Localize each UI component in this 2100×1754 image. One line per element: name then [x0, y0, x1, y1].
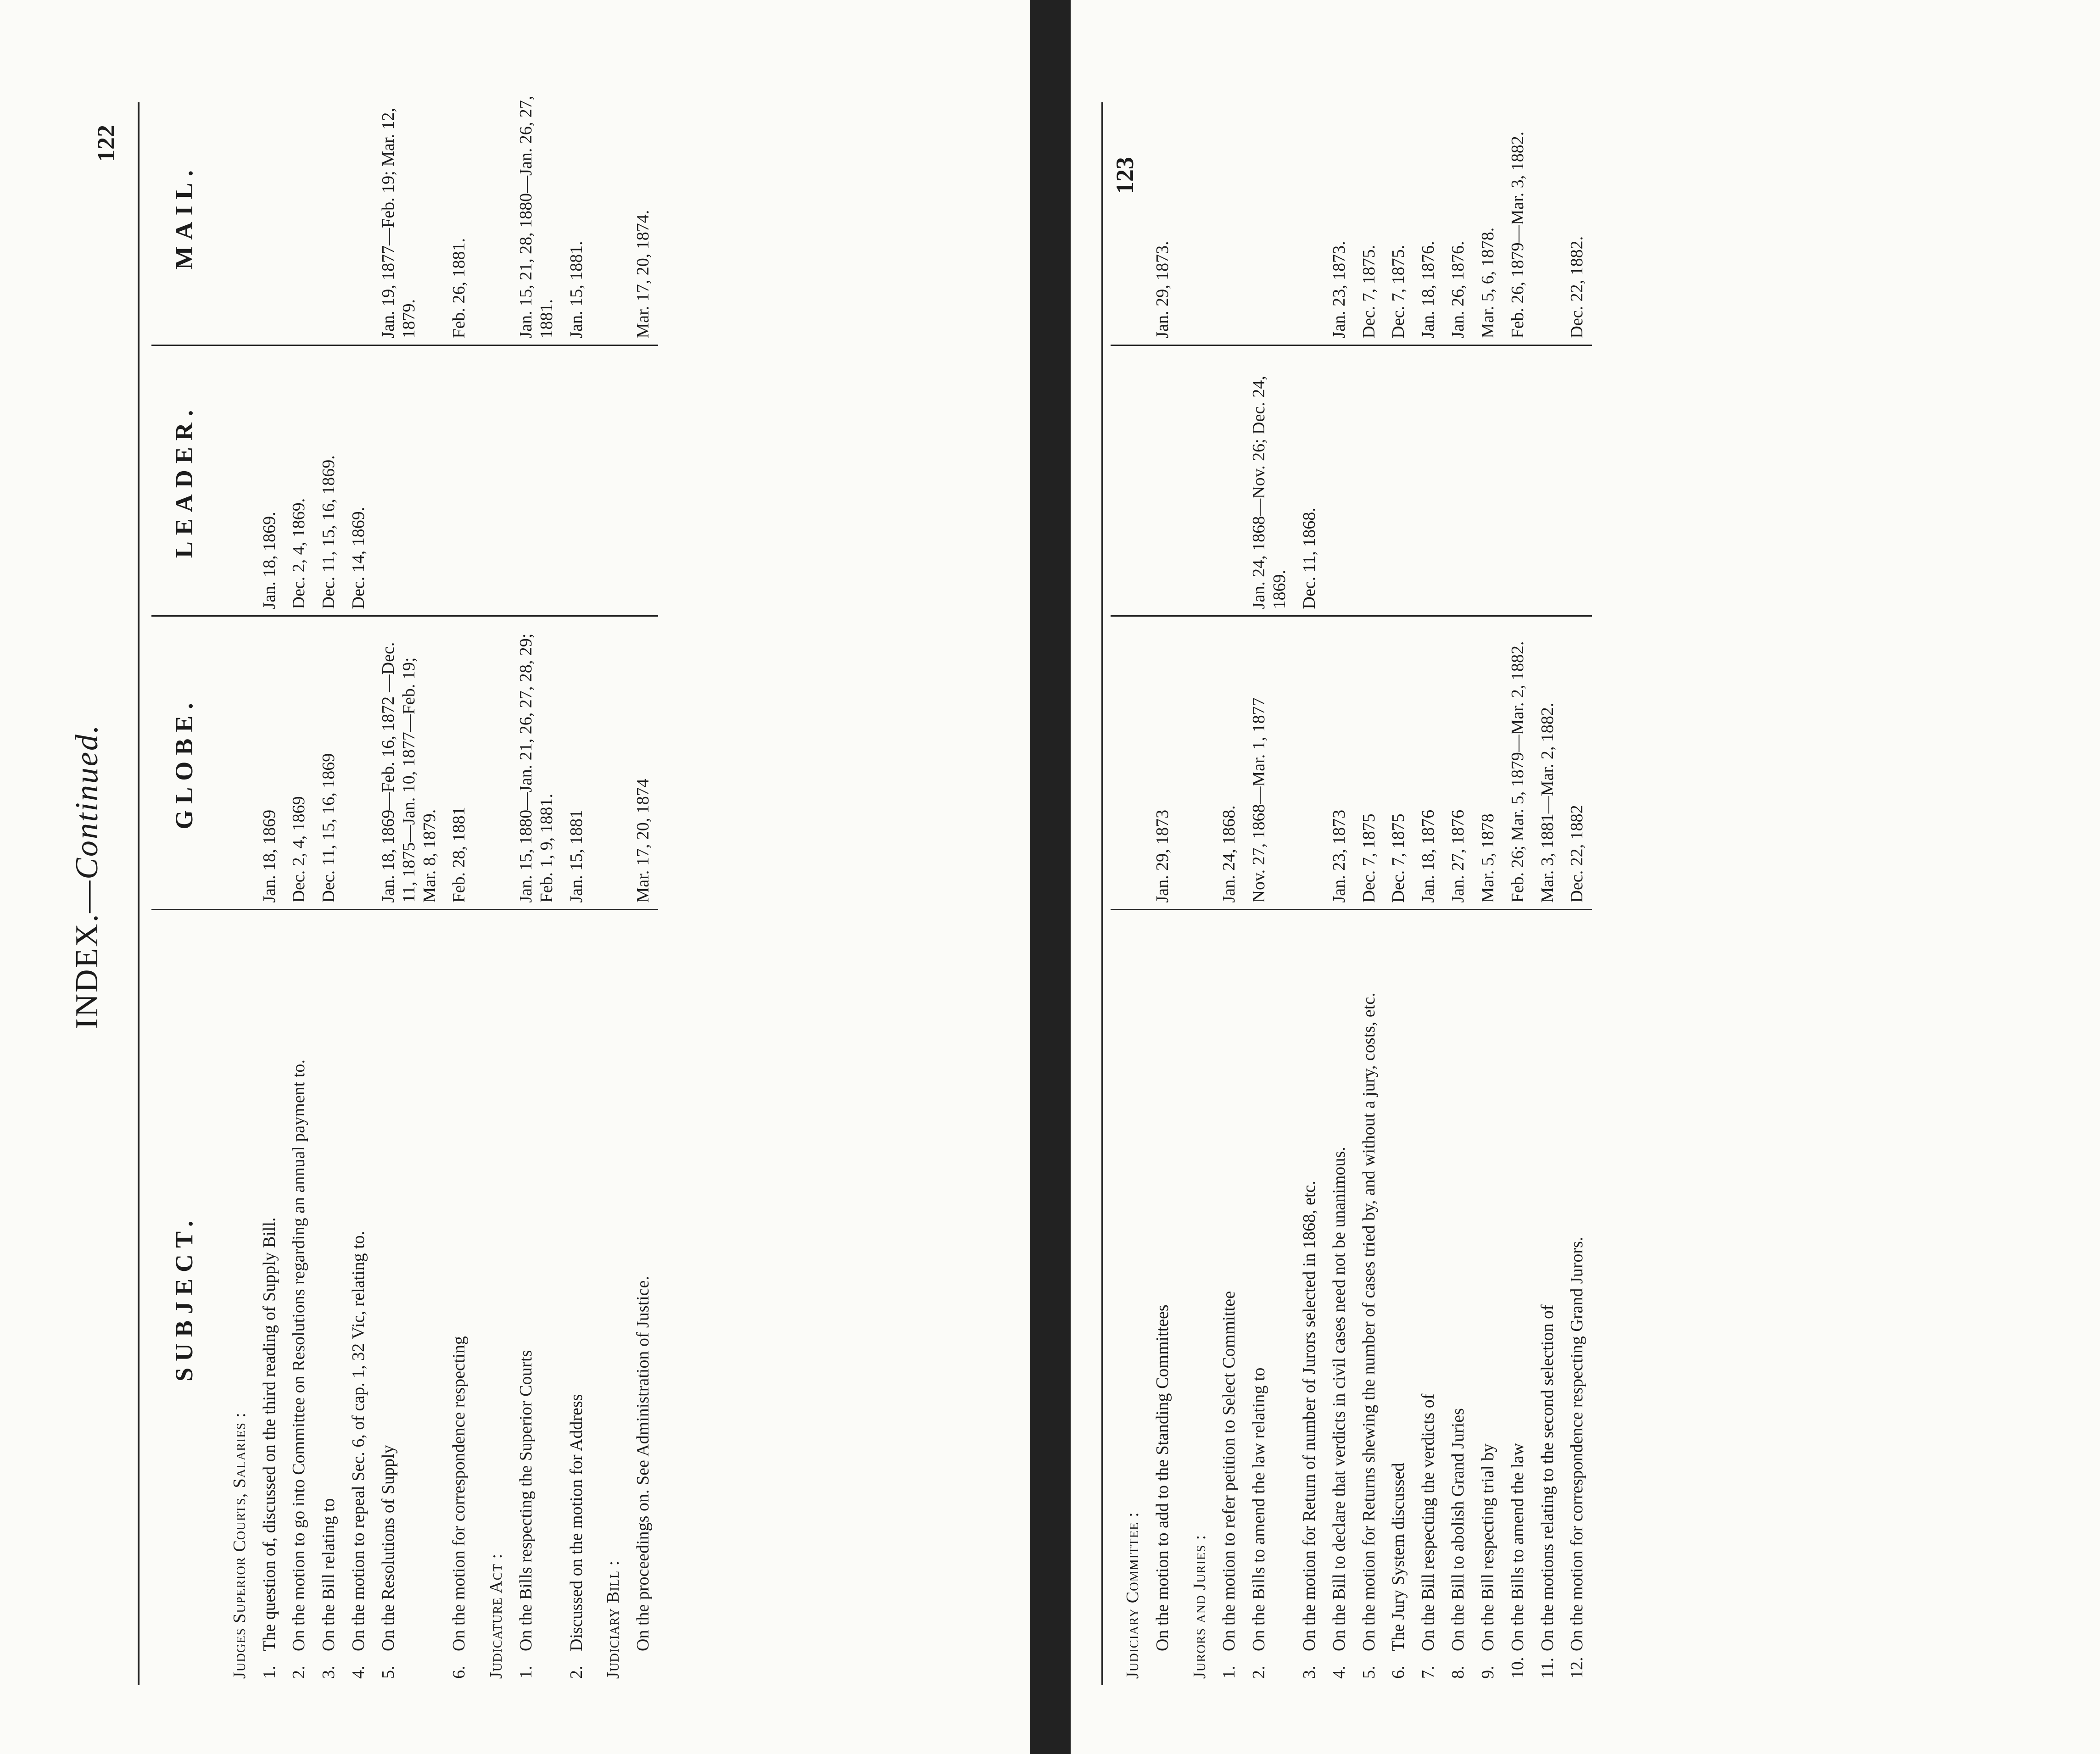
category-row: [218, 89, 255, 1685]
item-number: 10.: [1508, 1657, 1527, 1679]
index-row: [1413, 89, 1443, 1685]
leader-cell: Dec. 2, 4, 1869.: [284, 345, 314, 616]
mail-cell: Mar. 5, 6, 1878.: [1473, 89, 1503, 345]
leader-cell: Jan. 24, 1868—Nov. 26; Dec. 24, 1869.: [1244, 345, 1295, 616]
index-row: [284, 89, 314, 1685]
index-row: [628, 89, 658, 1685]
subject-cell: [1473, 910, 1503, 1685]
category-label: Judiciary Bill :: [603, 1560, 623, 1679]
subject-text: On the Bill to declare that verdicts in civil cases need not be unanimous.: [1329, 1147, 1349, 1651]
empty-cell: [474, 345, 511, 616]
leader-cell: Dec. 14, 1869.: [344, 345, 374, 616]
subject-text: Discussed on the motion for Address: [566, 1394, 586, 1651]
index-row: [1324, 89, 1354, 1685]
index-row: [1214, 89, 1244, 1685]
category-label: Judges Superior Courts, Salaries :: [229, 1412, 249, 1679]
item-number: 2.: [289, 1665, 309, 1679]
subject-text: On the motions relating to the second selection of: [1537, 1304, 1557, 1651]
mail-cell: [1295, 89, 1324, 345]
leader-cell: [1148, 345, 1178, 616]
globe-cell: Jan. 15, 1881: [562, 616, 592, 910]
subject-cell: [1503, 910, 1533, 1685]
header-globe: GLOBE.: [151, 616, 218, 910]
mail-cell: Jan. 15, 21, 28, 1880—Jan. 26, 27, 1881.: [511, 89, 562, 345]
mail-cell: Jan. 15, 1881.: [562, 89, 592, 345]
page-left-table: [151, 89, 658, 1685]
index-row: [1503, 89, 1533, 1685]
subject-cell: [628, 910, 658, 1685]
globe-cell: Mar. 3, 1881—Mar. 2, 1882.: [1533, 616, 1563, 910]
empty-cell: [591, 89, 628, 345]
index-row: [1244, 89, 1295, 1685]
category-row: [1111, 89, 1148, 1685]
globe-cell: [344, 616, 374, 910]
empty-cell: [1178, 345, 1215, 616]
globe-cell: Jan. 27, 1876: [1443, 616, 1473, 910]
mail-cell: Jan. 29, 1873.: [1148, 89, 1178, 345]
empty-cell: [1111, 616, 1148, 910]
item-number: 3.: [319, 1665, 339, 1679]
leader-cell: [374, 345, 444, 616]
subject-cell: [1354, 910, 1384, 1685]
subject-cell: [1148, 910, 1178, 1685]
leader-cell: [1384, 345, 1413, 616]
subject-cell: [374, 910, 444, 1685]
subject-text: On the motion to refer petition to Select Committee: [1219, 1291, 1239, 1651]
empty-cell: [474, 89, 511, 345]
index-row: [314, 89, 344, 1685]
index-row: [344, 89, 374, 1685]
index-row: [255, 89, 285, 1685]
subject-text: On the motion to go into Committee on Resolutions regarding an annual payment to.: [289, 1059, 309, 1651]
item-number: 5.: [1359, 1665, 1379, 1679]
leader-cell: [1533, 345, 1563, 616]
empty-cell: [218, 89, 255, 345]
subject-text: On the motion for correspondence respecting: [449, 1336, 469, 1651]
subject-cell: [511, 910, 562, 1685]
subject-text: On the motion for Returns shewing the number of cases tried by, and without a jury, costs, etc.: [1359, 992, 1379, 1651]
leader-cell: Dec. 11, 1868.: [1295, 345, 1324, 616]
mail-cell: [1244, 89, 1295, 345]
empty-cell: [218, 616, 255, 910]
index-row: [374, 89, 444, 1685]
mail-cell: [1533, 89, 1563, 345]
subject-text: On the Bill relating to: [319, 1498, 339, 1651]
index-row: [1562, 89, 1592, 1685]
category-label: Judicature Act :: [486, 1553, 506, 1679]
mail-cell: Dec. 22, 1882.: [1562, 89, 1592, 345]
header-leader: LEADER.: [151, 345, 218, 616]
globe-cell: Feb. 28, 1881: [444, 616, 474, 910]
empty-cell: [1111, 345, 1148, 616]
globe-cell: Jan. 18, 1869: [255, 616, 285, 910]
globe-cell: Jan. 23, 1873: [1324, 616, 1354, 910]
item-number: 3.: [1299, 1665, 1319, 1679]
globe-cell: Dec. 7, 1875: [1354, 616, 1384, 910]
mail-cell: [1214, 89, 1244, 345]
page-number-left: 122: [92, 125, 120, 162]
item-number: 1.: [259, 1665, 279, 1679]
subject-cell: [1244, 910, 1295, 1685]
mail-cell: Jan. 23, 1873.: [1324, 89, 1354, 345]
subject-text: On the motion for correspondence respecting Grand Jurors.: [1567, 1236, 1587, 1651]
globe-cell: Nov. 27, 1868—Mar. 1, 1877: [1244, 616, 1295, 910]
index-row: [1354, 89, 1384, 1685]
item-number: 1.: [1219, 1665, 1239, 1679]
item-number: 5.: [378, 1665, 398, 1679]
leader-cell: [1503, 345, 1533, 616]
subject-text: On the Bill to abolish Grand Juries: [1448, 1408, 1468, 1651]
empty-cell: [591, 616, 628, 910]
mail-cell: [255, 89, 285, 345]
globe-cell: Dec. 7, 1875: [1384, 616, 1413, 910]
mail-cell: [314, 89, 344, 345]
subject-cell: [444, 910, 474, 1685]
index-row: [1443, 89, 1473, 1685]
empty-cell: [1178, 89, 1215, 345]
subject-text: On the Resolutions of Supply: [378, 1445, 398, 1651]
index-title-main: INDEX.—: [69, 879, 105, 1029]
globe-cell: [1295, 616, 1324, 910]
index-row: [511, 89, 562, 1685]
empty-cell: [1178, 616, 1215, 910]
mail-cell: Jan. 18, 1876.: [1413, 89, 1443, 345]
subject-cell: [1295, 910, 1324, 1685]
item-number: 8.: [1448, 1665, 1468, 1679]
top-rule-right: [1101, 102, 1103, 1685]
page-number-right: 123: [1111, 157, 1139, 194]
mail-cell: Dec. 7, 1875.: [1354, 89, 1384, 345]
leader-cell: [444, 345, 474, 616]
item-number: 6.: [1389, 1665, 1408, 1679]
globe-cell: Dec. 2, 4, 1869: [284, 616, 314, 910]
leader-cell: [1473, 345, 1503, 616]
index-row: [1295, 89, 1324, 1685]
subject-cell: [1562, 910, 1592, 1685]
subject-cell: [1443, 910, 1473, 1685]
category-row: [474, 89, 511, 1685]
mail-cell: [284, 89, 314, 345]
subject-text: On the Bills respecting the Superior Courts: [516, 1350, 536, 1651]
subject-text: On the proceedings on. See Administration of Justice.: [633, 1276, 653, 1651]
mail-cell: Feb. 26, 1879—Mar. 3, 1882.: [1503, 89, 1533, 345]
leader-cell: [1443, 345, 1473, 616]
empty-cell: [218, 345, 255, 616]
subject-cell: [1533, 910, 1563, 1685]
mail-cell: [344, 89, 374, 345]
globe-cell: Jan. 29, 1873: [1148, 616, 1178, 910]
item-number: 11.: [1537, 1657, 1557, 1679]
globe-cell: Mar. 17, 20, 1874: [628, 616, 658, 910]
header-subject: SUBJECT.: [170, 1214, 198, 1382]
index-row: [1384, 89, 1413, 1685]
empty-cell: [474, 616, 511, 910]
subject-cell: [1384, 910, 1413, 1685]
subject-cell: [1324, 910, 1354, 1685]
index-row: [562, 89, 592, 1685]
leader-cell: [1562, 345, 1592, 616]
subject-cell: [255, 910, 285, 1685]
book-gutter: [1030, 0, 1071, 1754]
leader-cell: [511, 345, 562, 616]
mail-cell: Mar. 17, 20, 1874.: [628, 89, 658, 345]
subject-cell: [344, 910, 374, 1685]
subject-text: The question of, discussed on the third reading of Supply Bill.: [259, 1217, 279, 1651]
leader-cell: [1324, 345, 1354, 616]
subject-text: On the motion to add to the Standing Committees: [1152, 1304, 1172, 1651]
subject-text: On the Bill respecting the verdicts of: [1419, 1393, 1438, 1651]
category-row: [591, 89, 628, 1685]
subject-cell: [1413, 910, 1443, 1685]
index-row: [1533, 89, 1563, 1685]
globe-cell: Jan. 18, 1869—Feb. 16, 1872 —Dec. 11, 1875—Jan. 10, 1877—Feb. 19; Mar. 8, 1879.: [374, 616, 444, 910]
subject-text: On the Bills to amend the law relating to: [1249, 1367, 1269, 1651]
top-rule-left: [138, 102, 140, 1685]
mail-cell: Dec. 7, 1875.: [1384, 89, 1413, 345]
empty-cell: [1111, 89, 1148, 345]
index-row: [1148, 89, 1178, 1685]
item-number: 7.: [1419, 1665, 1438, 1679]
subject-text: On the motion for Return of number of Jurors selected in 1868, etc.: [1299, 1180, 1319, 1651]
category-label: Judiciary Committee :: [1123, 1512, 1142, 1679]
subject-text: On the Bills to amend the law: [1508, 1443, 1527, 1651]
page-right-table: [1111, 89, 1592, 1685]
mail-cell: Jan. 19, 1877—Feb. 19; Mar. 12, 1879.: [374, 89, 444, 345]
subject-text: On the Bill respecting trial by: [1478, 1443, 1497, 1651]
leader-cell: [1354, 345, 1384, 616]
subject-cell: [562, 910, 592, 1685]
subject-text: On the motion to repeal Sec. 6, of cap. 1, 32 Vic, relating to.: [349, 1231, 369, 1651]
category-row: [1178, 89, 1215, 1685]
globe-cell: Jan. 18, 1876: [1413, 616, 1443, 910]
header-mail: MAIL.: [151, 89, 218, 345]
subject-text: The Jury System discussed: [1389, 1463, 1408, 1651]
index-title: [69, 724, 106, 1029]
globe-cell: Dec. 11, 15, 16, 1869: [314, 616, 344, 910]
globe-cell: Jan. 24, 1868.: [1214, 616, 1244, 910]
item-number: 1.: [516, 1665, 536, 1679]
index-row: [444, 89, 474, 1685]
index-title-continued: Continued.: [69, 724, 105, 880]
leader-cell: [628, 345, 658, 616]
empty-cell: [591, 345, 628, 616]
leader-cell: [1214, 345, 1244, 616]
item-number: 6.: [449, 1665, 469, 1679]
subject-cell: [284, 910, 314, 1685]
leader-cell: Jan. 18, 1869.: [255, 345, 285, 616]
item-number: 4.: [1329, 1665, 1349, 1679]
subject-cell: [314, 910, 344, 1685]
item-number: 12.: [1567, 1657, 1587, 1679]
category-label: Jurors and Juries :: [1190, 1534, 1209, 1679]
item-number: 2.: [1249, 1665, 1269, 1679]
leader-cell: [1413, 345, 1443, 616]
mail-cell: Jan. 26, 1876.: [1443, 89, 1473, 345]
leader-cell: [562, 345, 592, 616]
item-number: 4.: [349, 1665, 369, 1679]
item-number: 2.: [566, 1665, 586, 1679]
index-row: [1473, 89, 1503, 1685]
globe-cell: Mar. 5, 1878: [1473, 616, 1503, 910]
item-number: 9.: [1478, 1665, 1497, 1679]
mail-cell: Feb. 26, 1881.: [444, 89, 474, 345]
subject-cell: [1214, 910, 1244, 1685]
leader-cell: Dec. 11, 15, 16, 1869.: [314, 345, 344, 616]
globe-cell: Dec. 22, 1882: [1562, 616, 1592, 910]
globe-cell: Feb. 26; Mar. 5, 1879—Mar. 2, 1882.: [1503, 616, 1533, 910]
globe-cell: Jan. 15, 1880—Jan. 21, 26, 27, 28, 29; Feb. 1, 9, 1881.: [511, 616, 562, 910]
